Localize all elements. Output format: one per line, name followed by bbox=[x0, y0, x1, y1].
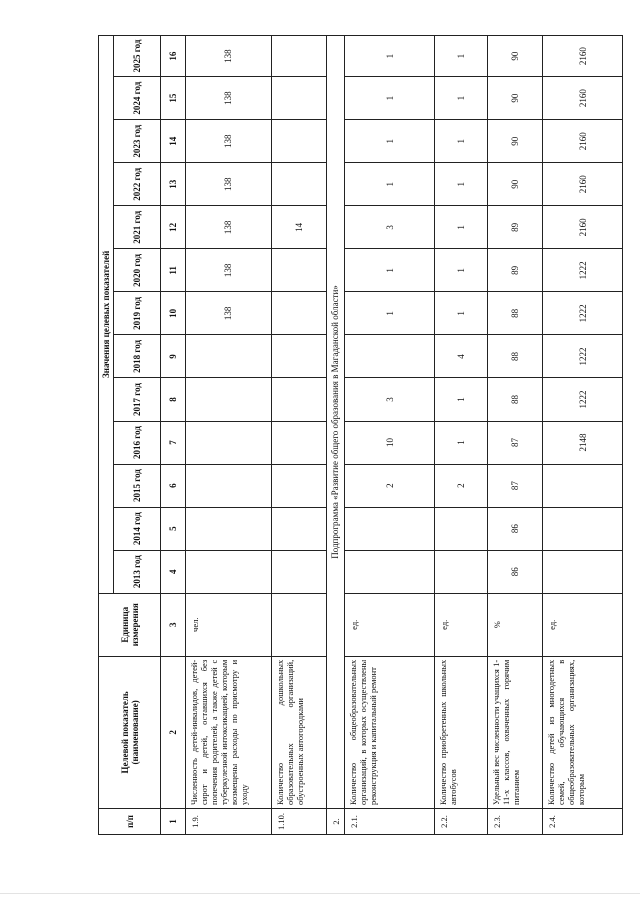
row-number: 1.10. bbox=[271, 808, 326, 834]
value-cell bbox=[271, 335, 326, 378]
year-header-6: 2019 год bbox=[114, 292, 161, 335]
value-cell bbox=[185, 421, 271, 464]
row-number: 2. bbox=[326, 808, 344, 834]
table-row bbox=[326, 36, 344, 835]
value-cell: 138 bbox=[185, 120, 271, 163]
value-cell: 90 bbox=[488, 77, 543, 120]
table-row bbox=[271, 36, 326, 835]
table-row bbox=[488, 36, 543, 835]
year-header-12: 2025 год bbox=[114, 36, 161, 77]
value-cell: 138 bbox=[185, 249, 271, 292]
row-number: 2.3. bbox=[488, 808, 543, 834]
value-cell bbox=[435, 507, 488, 550]
year-header-2: 2015 год bbox=[114, 464, 161, 507]
indicator-name: Удельный вес численности учащихся 1-11-х классов, охваченных горячим питанием bbox=[488, 656, 543, 808]
value-cell: 1222 bbox=[543, 292, 623, 335]
year-header-10: 2023 год bbox=[114, 120, 161, 163]
target-indicators-table bbox=[98, 35, 623, 835]
value-cell bbox=[271, 77, 326, 120]
value-cell: 1 bbox=[435, 249, 488, 292]
value-cell bbox=[271, 292, 326, 335]
value-cell bbox=[271, 120, 326, 163]
column-number-15: 16 bbox=[161, 36, 186, 77]
value-cell: 1222 bbox=[543, 378, 623, 421]
indicator-unit: ед. bbox=[345, 593, 435, 656]
value-cell: 88 bbox=[488, 335, 543, 378]
indicator-name: Численность детей-инвалидов, детей-сирот и детей, оставшихся без попечения родителей, а также детей с туберкулезной интоксикацией, которым возмещены расходы по присмотру и уходу bbox=[185, 656, 271, 808]
value-cell: 87 bbox=[488, 421, 543, 464]
column-number-1: 2 bbox=[161, 656, 186, 808]
value-cell: 138 bbox=[185, 163, 271, 206]
column-number-2: 3 bbox=[161, 593, 186, 656]
value-cell bbox=[185, 464, 271, 507]
value-cell bbox=[271, 464, 326, 507]
column-number-13: 14 bbox=[161, 120, 186, 163]
value-cell bbox=[543, 550, 623, 593]
value-cell: 2 bbox=[345, 464, 435, 507]
value-cell: 1 bbox=[435, 292, 488, 335]
value-cell: 1 bbox=[345, 163, 435, 206]
column-number-12: 13 bbox=[161, 163, 186, 206]
value-cell: 2160 bbox=[543, 120, 623, 163]
indicator-name: Количество приобретенных школьных автобусов bbox=[435, 656, 488, 808]
row-number: 2.2. bbox=[435, 808, 488, 834]
header-row-1 bbox=[99, 36, 114, 835]
year-header-3: 2016 год bbox=[114, 421, 161, 464]
year-header-11: 2024 год bbox=[114, 77, 161, 120]
table-row bbox=[543, 36, 623, 835]
value-cell: 87 bbox=[488, 464, 543, 507]
value-cell: 89 bbox=[488, 206, 543, 249]
value-cell bbox=[543, 507, 623, 550]
value-cell: 3 bbox=[345, 206, 435, 249]
column-number-11: 12 bbox=[161, 206, 186, 249]
subprogram-title: Подпрограмма «Развитие общего образования в Магаданской области» bbox=[326, 36, 344, 809]
year-header-7: 2020 год bbox=[114, 249, 161, 292]
value-cell bbox=[345, 335, 435, 378]
value-cell: 138 bbox=[185, 36, 271, 77]
row-number: 2.1. bbox=[345, 808, 435, 834]
table-row bbox=[185, 36, 271, 835]
value-cell: 86 bbox=[488, 550, 543, 593]
column-number-10: 11 bbox=[161, 249, 186, 292]
indicator-unit: ед. bbox=[543, 593, 623, 656]
value-cell: 1 bbox=[345, 249, 435, 292]
value-cell: 1 bbox=[345, 292, 435, 335]
value-cell: 1 bbox=[435, 120, 488, 163]
value-cell: 2160 bbox=[543, 77, 623, 120]
column-number-4: 5 bbox=[161, 507, 186, 550]
value-cell: 88 bbox=[488, 378, 543, 421]
header-unit: Единица измерения bbox=[99, 593, 161, 656]
value-cell bbox=[271, 249, 326, 292]
column-number-3: 4 bbox=[161, 550, 186, 593]
value-cell: 1 bbox=[345, 36, 435, 77]
year-header-9: 2022 год bbox=[114, 163, 161, 206]
value-cell: 2160 bbox=[543, 206, 623, 249]
row-number: 2.4. bbox=[543, 808, 623, 834]
table-row bbox=[345, 36, 435, 835]
indicator-unit: % bbox=[488, 593, 543, 656]
value-cell: 1 bbox=[435, 77, 488, 120]
value-cell: 89 bbox=[488, 249, 543, 292]
value-cell: 90 bbox=[488, 36, 543, 77]
indicator-name: Количество дошкольных образовательных организаций, обустроенных автогородками bbox=[271, 656, 326, 808]
value-cell bbox=[345, 507, 435, 550]
value-cell: 138 bbox=[185, 77, 271, 120]
value-cell bbox=[185, 550, 271, 593]
value-cell: 1 bbox=[435, 163, 488, 206]
value-cell: 90 bbox=[488, 120, 543, 163]
value-cell: 88 bbox=[488, 292, 543, 335]
column-number-7: 8 bbox=[161, 378, 186, 421]
header-indicator: Целевой показатель (наименование) bbox=[99, 656, 161, 808]
value-cell bbox=[185, 378, 271, 421]
value-cell: 10 bbox=[345, 421, 435, 464]
value-cell bbox=[185, 335, 271, 378]
value-cell bbox=[435, 550, 488, 593]
value-cell bbox=[271, 507, 326, 550]
value-cell bbox=[271, 163, 326, 206]
value-cell bbox=[271, 421, 326, 464]
value-cell bbox=[543, 464, 623, 507]
table-row bbox=[435, 36, 488, 835]
page-bottom-divider bbox=[0, 893, 640, 894]
column-number-8: 9 bbox=[161, 335, 186, 378]
value-cell: 1 bbox=[435, 36, 488, 77]
value-cell: 2148 bbox=[543, 421, 623, 464]
value-cell: 4 bbox=[435, 335, 488, 378]
column-number-row bbox=[161, 36, 186, 835]
indicator-name: Количество общеобразовательных организаций, в которых осуществлены реконструкция и капитальный ремонт bbox=[345, 656, 435, 808]
value-cell bbox=[271, 550, 326, 593]
year-header-5: 2018 год bbox=[114, 335, 161, 378]
value-cell: 1 bbox=[435, 421, 488, 464]
header-num: п/п bbox=[99, 808, 161, 834]
value-cell bbox=[271, 36, 326, 77]
value-cell: 1 bbox=[345, 77, 435, 120]
value-cell: 1 bbox=[435, 378, 488, 421]
value-cell: 138 bbox=[185, 206, 271, 249]
indicator-unit: чел. bbox=[185, 593, 271, 656]
year-header-0: 2013 год bbox=[114, 550, 161, 593]
column-number-9: 10 bbox=[161, 292, 186, 335]
year-header-8: 2021 год bbox=[114, 206, 161, 249]
indicator-unit bbox=[271, 593, 326, 656]
rotated-table-wrapper bbox=[98, 35, 623, 835]
value-cell: 90 bbox=[488, 163, 543, 206]
year-header-4: 2017 год bbox=[114, 378, 161, 421]
column-number-14: 15 bbox=[161, 77, 186, 120]
value-cell: 14 bbox=[271, 206, 326, 249]
column-number-6: 7 bbox=[161, 421, 186, 464]
header-values: Значения целевых показателей bbox=[99, 36, 114, 594]
value-cell bbox=[185, 507, 271, 550]
value-cell: 2160 bbox=[543, 36, 623, 77]
indicator-unit: ед. bbox=[435, 593, 488, 656]
value-cell: 1 bbox=[345, 120, 435, 163]
column-number-0: 1 bbox=[161, 808, 186, 834]
indicator-name: Количество детей из многодетных семей, обучающихся в общеобразовательных организациях, которым bbox=[543, 656, 623, 808]
value-cell: 2 bbox=[435, 464, 488, 507]
value-cell: 1222 bbox=[543, 249, 623, 292]
year-header-1: 2014 год bbox=[114, 507, 161, 550]
value-cell: 138 bbox=[185, 292, 271, 335]
value-cell bbox=[271, 378, 326, 421]
value-cell bbox=[345, 550, 435, 593]
value-cell: 86 bbox=[488, 507, 543, 550]
value-cell: 1 bbox=[435, 206, 488, 249]
row-number: 1.9. bbox=[185, 808, 271, 834]
value-cell: 2160 bbox=[543, 163, 623, 206]
value-cell: 3 bbox=[345, 378, 435, 421]
column-number-5: 6 bbox=[161, 464, 186, 507]
value-cell: 1222 bbox=[543, 335, 623, 378]
